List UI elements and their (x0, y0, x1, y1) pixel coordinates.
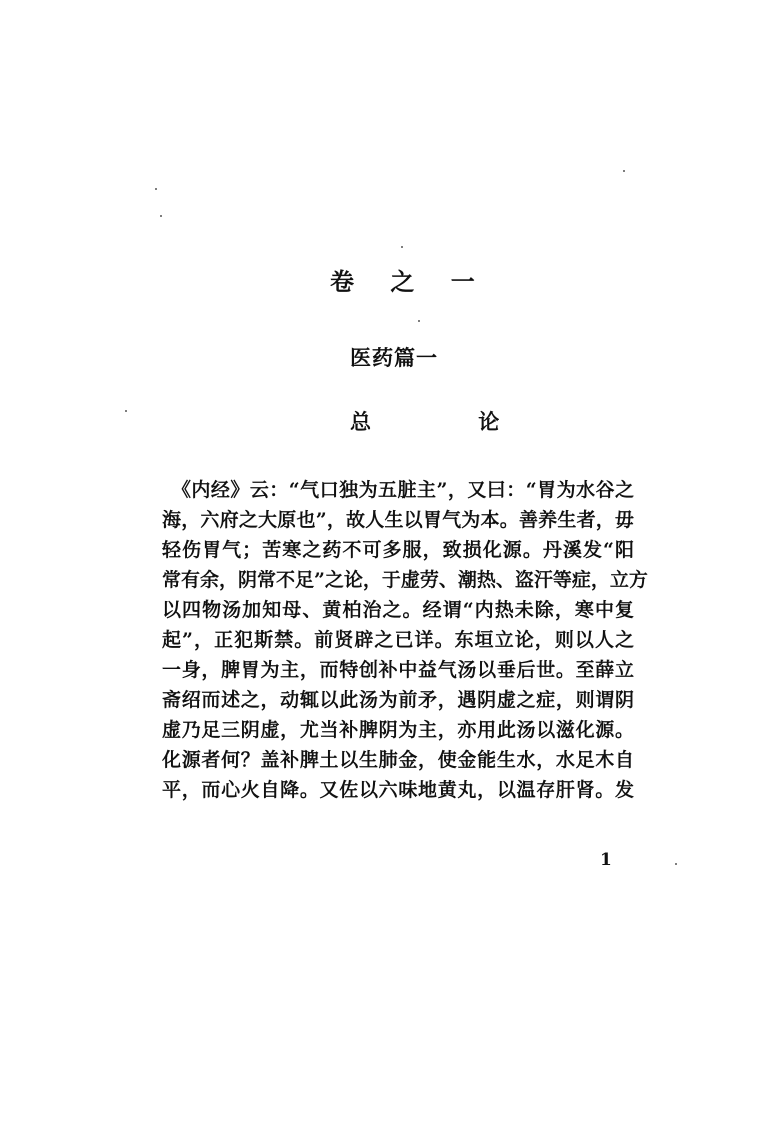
scan-speck (401, 246, 403, 248)
text-line: 起”，正犯斯禁。前贤辟之已详。东垣立论，则以人之 (162, 629, 634, 651)
section-title: 医药篇一 (350, 345, 438, 370)
text-line: 《内经》云：“气口独为五脏主”，又曰：“胃为水谷之 (162, 479, 634, 501)
text-line: 虚乃足三阴虚，尤当补脾阴为主，亦用此汤以滋化源。 (162, 719, 634, 741)
scan-speck (155, 188, 157, 190)
text-line: 海，六府之大原也”，故人生以胃气为本。善养生者，毋 (162, 509, 634, 531)
subsection-title: 总 论 (350, 409, 550, 434)
body-paragraph (162, 475, 648, 805)
scan-speck (125, 410, 127, 412)
scan-speck (623, 170, 625, 172)
text-line: 一身，脾胃为主，而特创补中益气汤以垂后世。至薛立 (162, 659, 634, 681)
text-line: 斋绍而述之，动辄以此汤为前矛，遇阴虚之症，则谓阴 (162, 689, 634, 711)
text-line: 化源者何？盖补脾土以生肺金，使金能生水，水足木自 (162, 749, 634, 771)
text-line: 以四物汤加知母、黄柏治之。经谓“内热未除，寒中复 (162, 599, 634, 621)
scan-speck (160, 215, 162, 217)
text-line: 平，而心火自降。又佐以六味地黄丸，以温存肝肾。发 (162, 779, 634, 801)
text-line: 轻伤胃气；苦寒之药不可多服，致损化源。丹溪发“阳 (162, 539, 634, 561)
page-number: 1 (600, 850, 612, 870)
scan-speck (675, 863, 677, 865)
volume-title: 卷 之 一 (330, 267, 489, 296)
scan-speck (418, 320, 420, 322)
text-line: 常有余，阴常不足”之论，于虚劳、潮热、盗汗等症，立方 (162, 569, 648, 591)
